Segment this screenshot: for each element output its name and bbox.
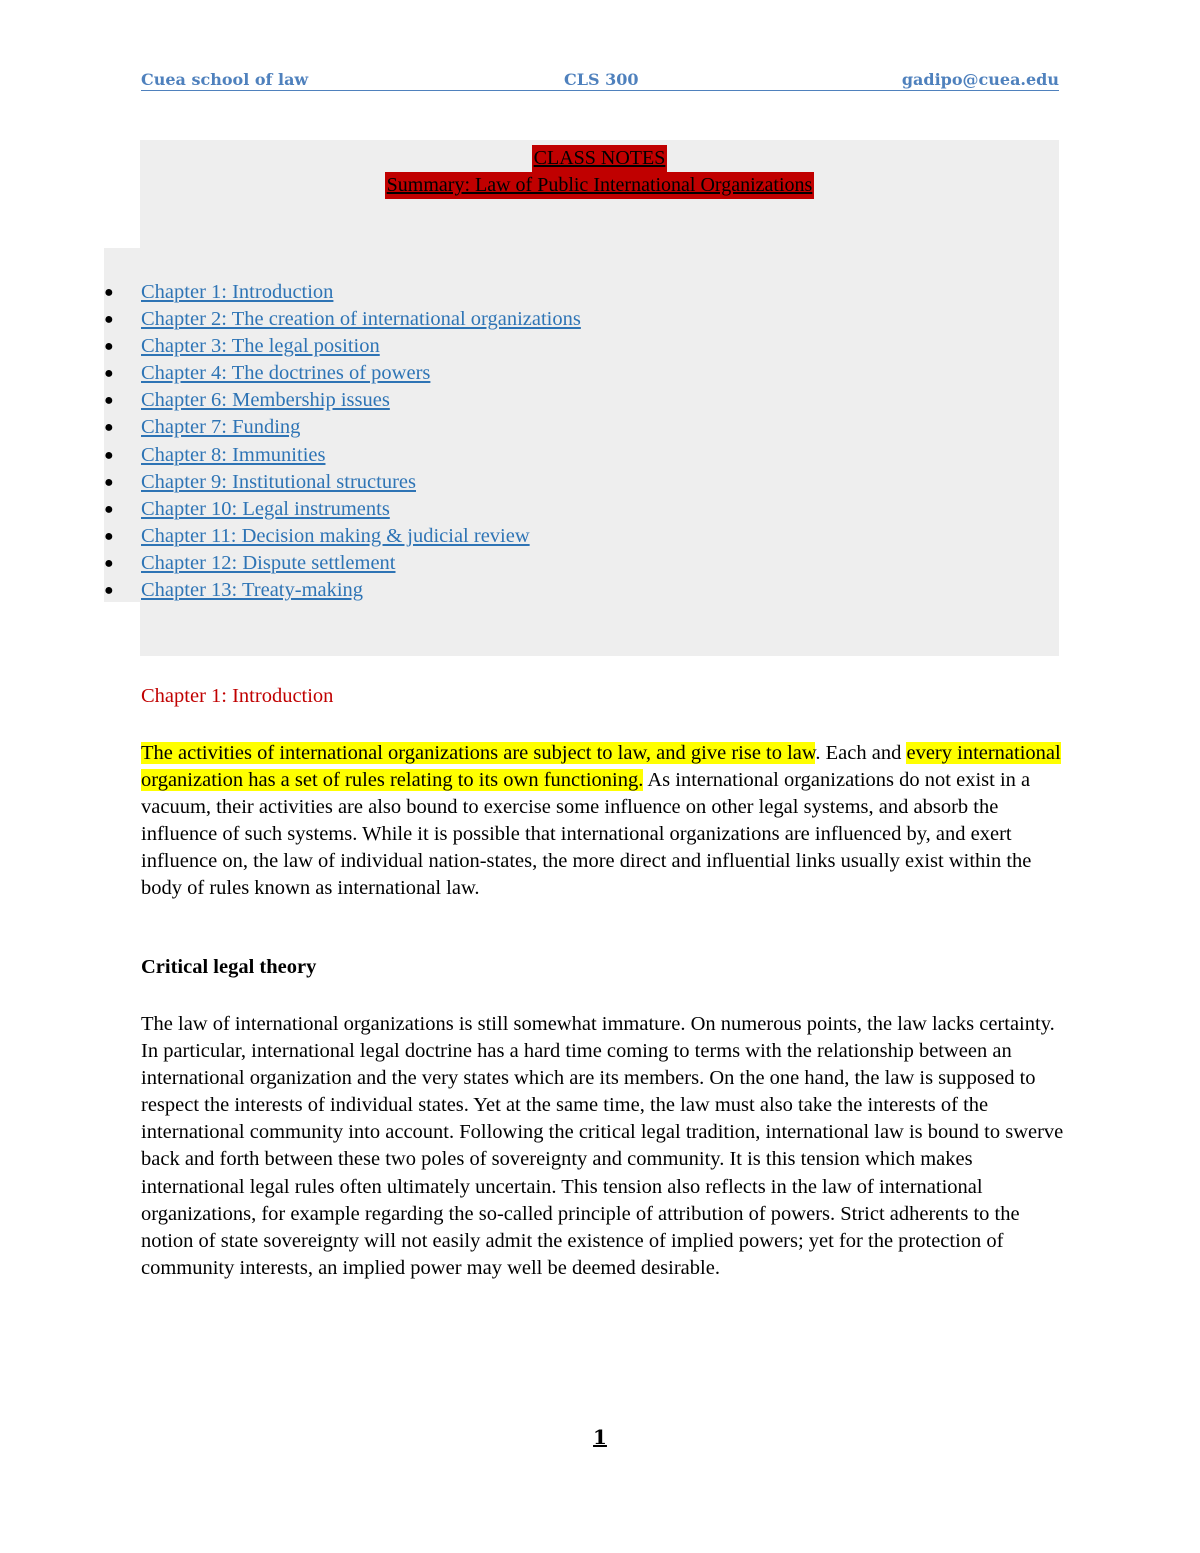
bullet-icon: ● <box>104 365 114 383</box>
page-header <box>141 70 1059 91</box>
toc-link[interactable]: Chapter 11: Decision making & judicial review <box>141 524 530 547</box>
highlight-2: every international organization has a set of rules relating to its own functioning. <box>141 742 1061 792</box>
header-school: Cuea school of law <box>141 70 309 89</box>
toc-link[interactable]: Chapter 8: Immunities <box>141 443 326 466</box>
intro-text-1: . Each and <box>815 742 907 764</box>
toc-link[interactable]: Chapter 3: The legal position <box>141 335 380 358</box>
toc-link[interactable]: Chapter 1: Introduction <box>141 281 334 303</box>
bullet-icon: ● <box>104 527 114 545</box>
title-class-notes: CLASS NOTES <box>532 145 668 172</box>
intro-text-2: As international organizations do not exist in a vacuum, their activities are also bound to exercise some influence on other legal systems, and absorb the influence of such systems. While it is possible that international organizations are influenced by, and exert influence on, the law of individual nation-states, the more direct and influential links usually exist within the body of rules known as international law. <box>141 769 1032 900</box>
bullet-icon: ● <box>104 446 114 464</box>
highlight-1: The activities of international organizations are subject to law, and give rise to law <box>141 742 816 764</box>
toc-link[interactable]: Chapter 12: Dispute settlement <box>141 551 396 574</box>
bullet-icon: ● <box>104 500 114 518</box>
intro-paragraph <box>141 740 1066 903</box>
document-title <box>140 145 1059 199</box>
title-summary: Summary: Law of Public International Organizations <box>385 172 815 199</box>
toc-link[interactable]: Chapter 2: The creation of international organizations <box>141 308 581 331</box>
toc-link[interactable]: Chapter 7: Funding <box>141 416 301 439</box>
toc-link[interactable]: Chapter 13: Treaty-making <box>141 579 364 602</box>
section-heading: Critical legal theory <box>141 956 317 978</box>
bullet-icon: ● <box>104 284 114 301</box>
bullet-icon: ● <box>104 582 114 600</box>
toc-link[interactable]: Chapter 9: Institutional structures <box>141 470 416 493</box>
page-number: 1 <box>593 1425 607 1449</box>
bullet-icon: ● <box>104 338 114 356</box>
critical-theory-paragraph: The law of international organizations is still somewhat immature. On numerous points, the law lacks certainty. In particular, international legal doctrine has a hard time coming to terms with the relationship between an international organization and the very states which are its members. On the one hand, the law is supposed to respect the interests of individual states. Yet at the same time, the law must also take the interests of the international community into account. Following the critical legal tradition, international law is bound to swerve back and forth between these two poles of sovereignty and community. It is this tension which makes international legal rules often ultimately uncertain. This tension also reflects in the law of international organizations, for example regarding the so-called principle of attribution of powers. Strict adherents to the notion of state sovereignty will not easily admit the existence of implied powers; yet for the protection of community interests, an implied power may well be deemed desirable. <box>141 1013 1064 1279</box>
bullet-icon: ● <box>104 419 114 437</box>
toc-link[interactable]: Chapter 6: Membership issues <box>141 389 390 412</box>
header-course-code: CLS 300 <box>564 70 639 89</box>
chapter-heading: Chapter 1: Introduction <box>141 685 334 707</box>
toc-link[interactable]: Chapter 10: Legal instruments <box>141 497 390 520</box>
bullet-icon: ● <box>104 554 114 572</box>
bullet-icon: ● <box>104 311 114 329</box>
header-email: gadipo@cuea.edu <box>901 70 1059 89</box>
toc-link[interactable]: Chapter 4: The doctrines of powers <box>141 362 431 385</box>
bullet-icon: ● <box>104 392 114 410</box>
bullet-icon: ● <box>104 473 114 491</box>
